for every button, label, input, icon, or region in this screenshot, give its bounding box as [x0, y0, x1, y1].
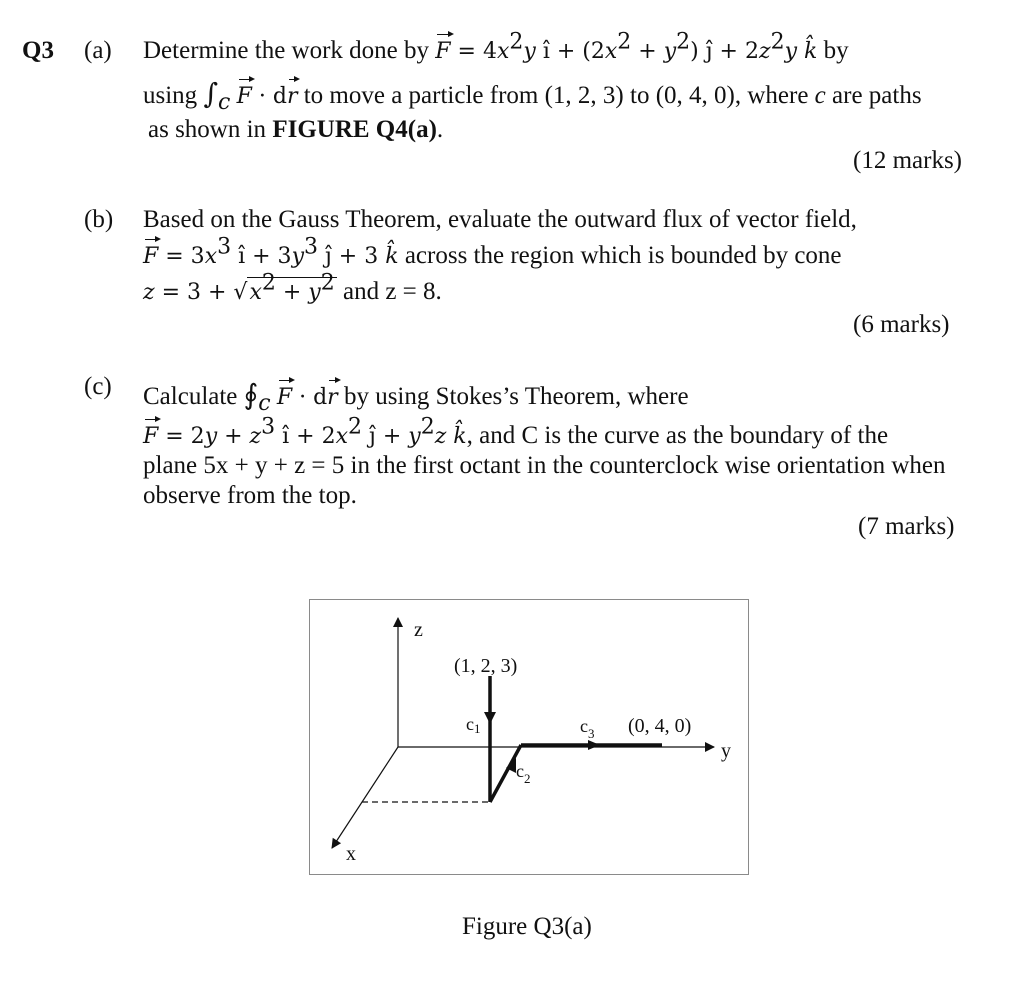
part-a-marks: (12 marks) — [853, 147, 962, 174]
c1-label: c1 — [466, 714, 481, 736]
part-a-label: (a) — [84, 37, 112, 64]
part-c-line-1: Calculate $∮_c$ F · dr by using Stokes’s Theorem, where — [143, 378, 689, 416]
part-b-line-1: Based on the Gauss Theorem, evaluate the outward flux of vector field, — [143, 206, 857, 233]
part-b-line-2: $F = 3x^3$ ı̂ + $3y^3$ ȷ̂ + 3 k̂ across the region which is bounded by cone — [143, 241, 842, 272]
figure-caption: Figure Q3(a) — [462, 913, 592, 940]
part-b-marks: (6 marks) — [853, 311, 950, 338]
part-b-label: (b) — [84, 206, 114, 233]
part-c-line-4: observe from the top. — [143, 482, 357, 509]
part-c-line-2: $F = 2y + z^3$ ı̂ + $2x^2$ ȷ̂ + $y^2z$ k̂, and C is the curve as the boundary of the — [143, 421, 888, 452]
figure-q3a — [309, 599, 749, 875]
c3-arrow — [588, 740, 600, 750]
question-number: Q3 — [22, 37, 54, 64]
c3-label: $c_3$ — [580, 716, 595, 741]
axis-x-label: x — [346, 843, 356, 865]
axis-z-label: z — [414, 619, 423, 641]
c2-label: $c_2$ — [516, 761, 531, 786]
path-diagram — [310, 600, 750, 876]
part-c-marks: (7 marks) — [858, 513, 955, 540]
point-end-label: (0, 4, 0) — [628, 715, 692, 737]
x-axis — [332, 747, 398, 848]
part-a-line-3: as shown in FIGURE Q4(a). — [148, 116, 444, 143]
part-a-line-1: Determine the work done by $F = 4x^2y$ ı̂ + $(2x^2 + y^2)$ ȷ̂ + $2z^2y$ k̂ by — [143, 36, 849, 67]
part-b-line-3: $z = 3 + √x^2 + y^2$ and z = 8. — [143, 270, 442, 305]
part-c-label: (c) — [84, 373, 112, 400]
point-start-label: (1, 2, 3) — [454, 655, 518, 677]
axis-y-label: y — [721, 740, 731, 762]
c1-arrow — [484, 712, 496, 724]
part-a-line-2: using $\int_c$ F · dr to move a particle from (1, 2, 3) to (0, 4, 0), where c are paths — [143, 77, 922, 115]
part-c-line-3: plane 5x + y + z = 5 in the first octant in the counterclock wise orientation when — [143, 452, 946, 479]
